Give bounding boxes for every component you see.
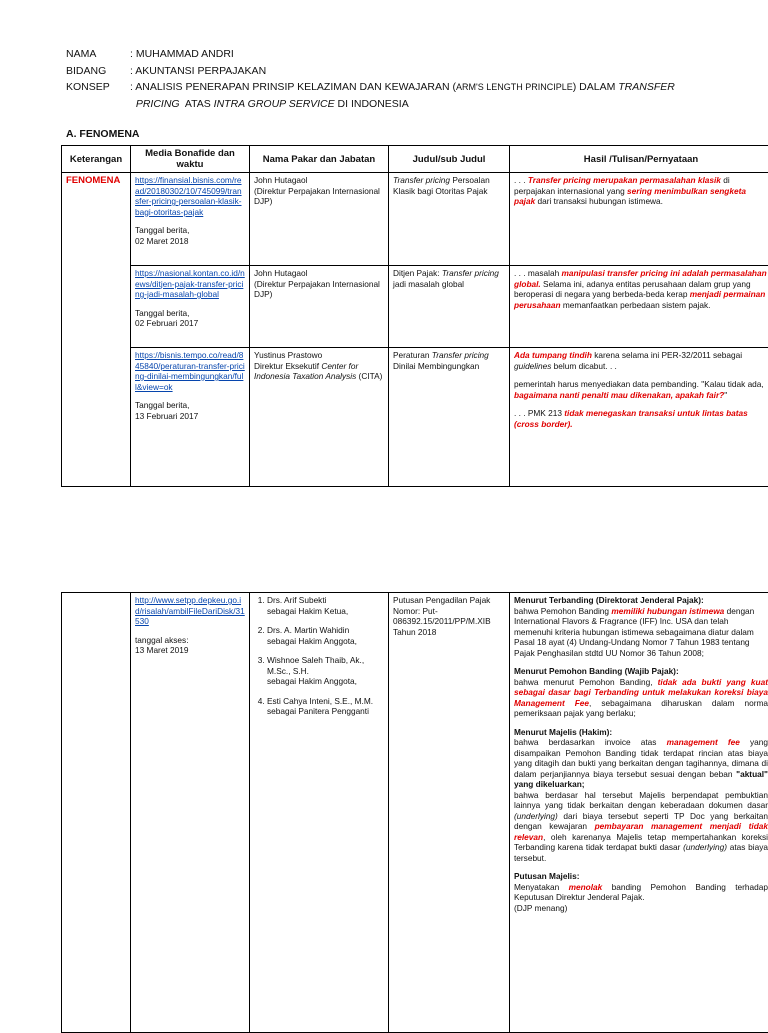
- title-italic: Transfer pricing: [432, 350, 489, 360]
- title-text: jadi masalah global: [393, 279, 464, 289]
- result-text: yang disampaikan Pemohon Banding tidak terdapat rincian atas biaya yang ditagih dan bukti yang berkaitan dengan tagihannya, dimana di dalam perjanjiannya biaya tersebut sesuai dengan beban: [514, 737, 768, 779]
- judge-role: sebagai Hakim Anggota,: [267, 676, 384, 687]
- title-text: Persoalan Klasik bagi Otoritas Pajak: [393, 175, 490, 196]
- konsep-line2-it: PRICING: [136, 98, 180, 110]
- expert-position: [254, 361, 384, 382]
- result-text: di perpajakan internasional yang: [514, 175, 730, 196]
- position-text: Direktur Eksekutif: [254, 361, 321, 371]
- result-italic: (underlying): [683, 842, 727, 852]
- result-text: pemerintah harus menyediakan data pembanding. "Kalau tidak ada,: [514, 379, 764, 389]
- date-value: 02 Maret 2018: [135, 236, 245, 247]
- result-text: belum dicabut. . .: [551, 361, 617, 371]
- decision-number-cell: [389, 593, 510, 1033]
- result-highlight: memiliki hubungan istimewa: [611, 606, 724, 616]
- result-paragraph: [514, 882, 768, 903]
- result-paragraph: [514, 737, 768, 790]
- result-text: . . .: [514, 175, 528, 185]
- title-text: Peraturan: [393, 350, 432, 360]
- table-row: [62, 593, 768, 1033]
- empty-label-cell: [62, 593, 131, 1033]
- access-date-value: 13 Maret 2019: [135, 645, 245, 656]
- result-text: bahwa berdasarkan invoice atas: [514, 737, 667, 747]
- expert-name: Yustinus Prastowo: [254, 350, 384, 361]
- date-value: 13 Februari 2017: [135, 411, 245, 422]
- result-text: Selama ini, adanya entitas perusahaan dalam grup yang beroperasi di negara yang berbeda-beda kerap: [514, 279, 751, 300]
- date-label: Tanggal berita,: [135, 308, 245, 319]
- expert-position: (Direktur Perpajakan Internasional DJP): [254, 279, 384, 300]
- list-item: [267, 696, 384, 717]
- result-text: . . . masalah: [514, 268, 562, 278]
- col-header-media: Media Bonafide dan waktu: [131, 146, 250, 173]
- title-cell: [389, 266, 510, 348]
- result-cell: [510, 266, 768, 348]
- result-text: dari biaya tersebut seperti TP Doc yang berkaitan dengan kewajaran: [514, 811, 768, 832]
- result-paragraph: [514, 408, 768, 429]
- result-paragraph: [514, 350, 768, 371]
- date-label: Tanggal berita,: [135, 225, 245, 236]
- konsep-value: [130, 79, 690, 112]
- title-italic: Transfer pricing: [393, 175, 450, 185]
- result-text: bahwa menurut Pemohon Banding,: [514, 677, 658, 687]
- table-row: [62, 266, 768, 348]
- result-text: memanfaatkan perbedaan sistem pajak.: [561, 300, 711, 310]
- title-text: Dinilai Membingungkan: [393, 361, 479, 371]
- section-title: A. FENOMENA: [66, 128, 140, 140]
- bidang-label: BIDANG: [66, 63, 130, 80]
- expert-name: John Hutagaol: [254, 268, 384, 279]
- fenomena-label: FENOMENA: [66, 175, 120, 186]
- expert-position: (Direktur Perpajakan Internasional DJP): [254, 186, 384, 207]
- court-decision-table: [61, 592, 768, 1033]
- judge-name: 2. Drs. A. Martin Wahidin: [267, 625, 384, 636]
- result-bold: "aktual" yang dikeluarkan;: [514, 769, 768, 790]
- result-italic: (underlying): [514, 811, 558, 821]
- result-text: atas biaya tersebut.: [514, 842, 768, 863]
- konsep-row: [66, 79, 690, 112]
- result-italic: guidelines: [514, 361, 551, 371]
- konsep-text-sc: ARM'S LENGTH PRINCIPLE: [456, 82, 573, 92]
- judge-name: 1. Drs. Arif Subekti: [267, 595, 384, 606]
- judge-name: 3. Wishnoe Saleh Thaib, Ak., M.Sc., S.H.: [267, 655, 384, 676]
- document-header: [66, 46, 690, 112]
- nama-row: [66, 46, 690, 63]
- expert-name: John Hutagaol: [254, 175, 384, 186]
- nama-label: NAMA: [66, 46, 130, 63]
- result-highlight: management fee: [667, 737, 740, 747]
- konsep-line2-b: DI INDONESIA: [335, 98, 409, 110]
- expert-cell: [250, 173, 389, 266]
- media-cell: [131, 173, 250, 266]
- judge-role: sebagai Hakim Anggota,: [267, 636, 384, 647]
- result-cell: [510, 593, 768, 1033]
- news-link[interactable]: https://bisnis.tempo.co/read/845840/peraturan-transfer-pricing-dinilai-membingungkan/full&view=ok: [135, 350, 245, 392]
- konsep-line2-a: ATAS: [180, 98, 214, 110]
- bidang-row: [66, 63, 690, 80]
- result-highlight: tidak ada bukti yang kuat sebagai dasar bagi Terbanding untuk melakukan koreksi biaya Management Fee: [514, 677, 768, 708]
- fenomena-table: [61, 145, 768, 487]
- result-text: karena selama ini PER-32/2011 sebagai: [592, 350, 742, 360]
- source-link[interactable]: http://www.setpp.depkeu.go.id/risalah/ambilFileDariDisk/31530: [135, 595, 245, 626]
- expert-cell: [250, 348, 389, 487]
- list-item: [267, 655, 384, 687]
- col-header-hasil: Hasil /Tulisan/Pernyataan: [510, 146, 768, 173]
- result-text: Menyatakan: [514, 882, 569, 892]
- result-text: . . . PMK 213: [514, 408, 564, 418]
- news-link[interactable]: https://nasional.kontan.co.id/news/ditjen-pajak-transfer-pricing-jadi-masalah-global: [135, 268, 245, 299]
- col-header-keterangan: Keterangan: [62, 146, 131, 173]
- putusan-heading: Putusan Majelis:: [514, 871, 768, 882]
- date-label: Tanggal berita,: [135, 400, 245, 411]
- result-paragraph: [514, 790, 768, 864]
- result-highlight: menolak: [569, 882, 603, 892]
- result-highlight: Transfer pricing merupakan permasalahan klasik: [528, 175, 721, 185]
- judges-cell: [250, 593, 389, 1033]
- result-text: , oleh karenanya Majelis tetap mempertahankan koreksi Terbanding karena tidak terdapat bukti dasar: [514, 832, 768, 853]
- position-text: (CITA): [356, 371, 382, 381]
- result-cell: [510, 173, 768, 266]
- title-text: Ditjen Pajak:: [393, 268, 442, 278]
- col-header-judul: Judul/sub Judul: [389, 146, 510, 173]
- result-highlight: Ada tumpang tindih: [514, 350, 592, 360]
- table-header-row: [62, 146, 768, 173]
- result-text: dengan International Flavors & Fragrance (IFF) Inc. USA dan telah memenuhi kriteria hubungan istimewa sebagaimana diatur dalam Pasal 18 ayat (4) Undang-Undang Nomor 7 Tahun 1983 tentang Pajak Penghasilan stdtd UU Nomor 36 Tahun 2008;: [514, 606, 754, 658]
- access-date-label: tanggal akses:: [135, 635, 245, 646]
- title-cell: [389, 348, 510, 487]
- title-cell: [389, 173, 510, 266]
- news-link[interactable]: https://finansial.bisnis.com/read/20180302/10/745099/transfer-pricing-persoalan-klasik-bagi-otoritas-pajak: [135, 175, 242, 217]
- konsep-line2-it2: INTRA GROUP SERVICE: [214, 98, 335, 110]
- result-paragraph: [514, 606, 768, 659]
- result-highlight: bagaimana nanti penalti mau dikenakan, apakah fair?: [514, 390, 724, 400]
- media-cell: [131, 266, 250, 348]
- table-row: [62, 348, 768, 487]
- date-value: 02 Februari 2017: [135, 318, 245, 329]
- konsep-label: KONSEP: [66, 79, 130, 112]
- list-item: [267, 625, 384, 646]
- position-italic: Center for Indonesia Taxation Analysis: [254, 361, 358, 382]
- expert-cell: [250, 266, 389, 348]
- konsep-text-1: : ANALISIS PENERAPAN PRINSIP KELAZIMAN DAN KEWAJARAN (: [130, 81, 456, 93]
- list-item: [267, 595, 384, 616]
- table-row: [62, 173, 768, 266]
- result-text: bahwa Pemohon Banding: [514, 606, 611, 616]
- result-highlight: sering menimbulkan sengketa pajak: [514, 186, 746, 207]
- bidang-value: : AKUNTANSI PERPAJAKAN: [130, 63, 690, 80]
- result-paragraph: [514, 379, 768, 400]
- result-highlight: menjadi permainan perusahaan: [514, 289, 765, 310]
- konsep-text-2: ) DALAM: [573, 81, 619, 93]
- judge-role: sebagai Hakim Ketua,: [267, 606, 384, 617]
- result-text: , sebagaimana diharuskan dalam norma pemeriksaan pajak yang berlaku;: [514, 698, 768, 719]
- terbanding-heading: Menurut Terbanding (Direktorat Jenderal Pajak):: [514, 595, 768, 606]
- result-highlight: manipulasi transfer pricing ini adalah permasalahan global.: [514, 268, 767, 289]
- result-highlight: pembayaran management menjadi tidak relevan: [514, 821, 768, 842]
- judge-role: sebagai Panitera Pengganti: [267, 706, 384, 717]
- result-text: dari transaksi hubungan istimewa.: [535, 196, 663, 206]
- result-paragraph: [514, 677, 768, 719]
- col-header-pakar: Nama Pakar dan Jabatan: [250, 146, 389, 173]
- title-italic: Transfer pricing: [442, 268, 499, 278]
- pemohon-heading: Menurut Pemohon Banding (Wajib Pajak):: [514, 666, 768, 677]
- result-cell: [510, 348, 768, 487]
- judge-name: 4. Esti Cahya Inteni, S.E., M.M.: [267, 696, 384, 707]
- konsep-text-it: TRANSFER: [618, 81, 675, 93]
- media-cell: [131, 348, 250, 487]
- result-paragraph: (DJP menang): [514, 903, 768, 914]
- result-text: bahwa berdasar hal tersebut Majelis berpendapat pembuktian lainnya yang tidak berkaitan dengan keberadaan dokumen dasar: [514, 790, 768, 811]
- result-text: ": [724, 390, 727, 400]
- media-cell: [131, 593, 250, 1033]
- result-text: banding Pemohon Banding terhadap Keputusan Direktur Jenderal Pajak.: [514, 882, 768, 903]
- decision-number: Putusan Pengadilan Pajak Nomor: Put-086392.15/2011/PP/M.XIB Tahun 2018: [393, 595, 491, 637]
- fenomena-label-cell: [62, 173, 131, 487]
- result-highlight: tidak menegaskan transaksi untuk lintas batas (cross border).: [514, 408, 748, 429]
- nama-value: : MUHAMMAD ANDRI: [130, 46, 690, 63]
- judges-list: [254, 595, 384, 717]
- majelis-heading: Menurut Majelis (Hakim):: [514, 727, 768, 738]
